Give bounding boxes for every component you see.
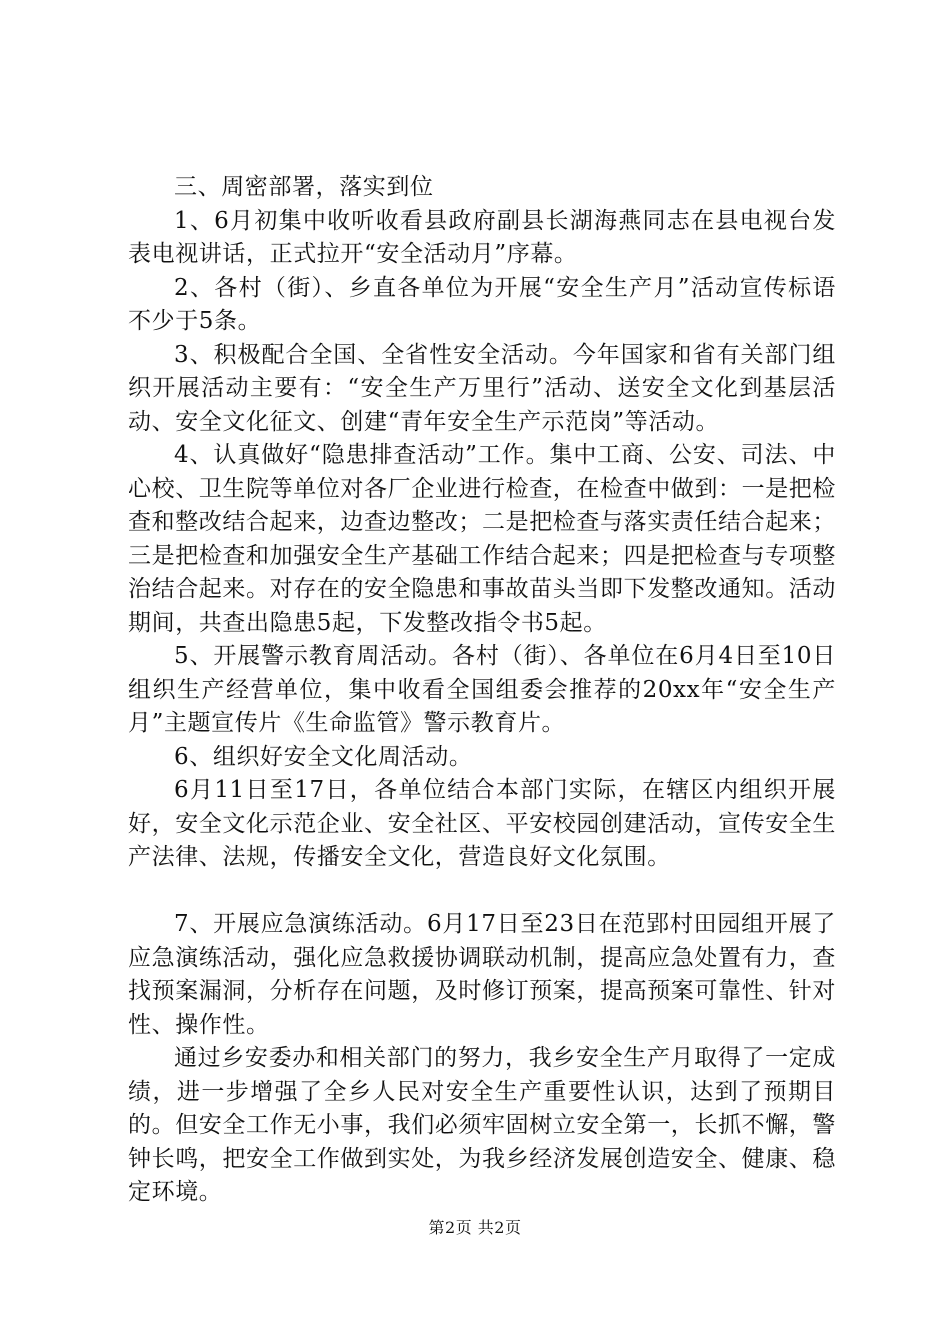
paragraph-item-6: 6、组织好安全文化周活动。 xyxy=(174,743,473,770)
paragraph-item-1: 1、6月初集中收听收看县政府副县长湖海燕同志在县电视台发表电视讲话，正式拉开“安全活动月”序幕。 xyxy=(128,207,836,267)
paragraph-item-6-detail: 6月11日至17日，各单位结合本部门实际，在辖区内组织开展好，安全文化示范企业、安全社区、平安校园创建活动，宣传安全生产法律、法规，传播安全文化，营造良好文化氛围。 xyxy=(128,777,836,870)
paragraph-item-5: 5、开展警示教育周活动。各村（街）、各单位在6月4日至10日组织生产经营单位，集中收看全国组委会推荐的20xx年“安全生产月”主题宣传片《生命监管》警示教育片。 xyxy=(128,643,836,736)
section-heading: 三、周密部署，落实到位 xyxy=(174,174,434,200)
paragraph-item-3: 3、积极配合全国、全省性安全活动。今年国家和省有关部门组织开展活动主要有：“安全生产万里行”活动、送安全文化到基层活动、安全文化征文、创建“青年安全生产示范岗”等活动。 xyxy=(128,341,836,435)
paragraph-item-2: 2、各村（街）、乡直各单位为开展“安全生产月”活动宣传标语不少于5条。 xyxy=(128,274,836,334)
document-body xyxy=(128,171,836,1210)
page-number-footer: 第2页 共2页 xyxy=(428,1218,522,1237)
paragraph-item-4: 4、认真做好“隐患排查活动”工作。集中工商、公安、司法、中心校、卫生院等单位对各厂企业进行检查，在检查中做到：一是把检查和整改结合起来，边查边整改；二是把检查与落实责任结合起来；三是把检查和加强安全生产基础工作结合起来；四是把检查与专项整治结合起来。对存在的安全隐患和事故苗头当即下发整改通知。活动期间，共查出隐患5起，下发整改指令书5起。 xyxy=(128,442,836,636)
paragraph-item-7: 7、开展应急演练活动。6月17日至23日在范郢村田园组开展了应急演练活动，强化应急救援协调联动机制，提高应急处置有力，查找预案漏洞，分析存在问题，及时修订预案，提高预案可靠性、针对性、操作性。 xyxy=(128,911,836,1038)
paragraph-conclusion: 通过乡安委办和相关部门的努力，我乡安全生产月取得了一定成绩，进一步增强了全乡人民对安全生产重要性认识，达到了预期目的。但安全工作无小事，我们必须牢固树立安全第一，长抓不懈，警钟长鸣，把安全工作做到实处，为我乡经济发展创造安全、健康、稳定环境。 xyxy=(128,1045,836,1205)
